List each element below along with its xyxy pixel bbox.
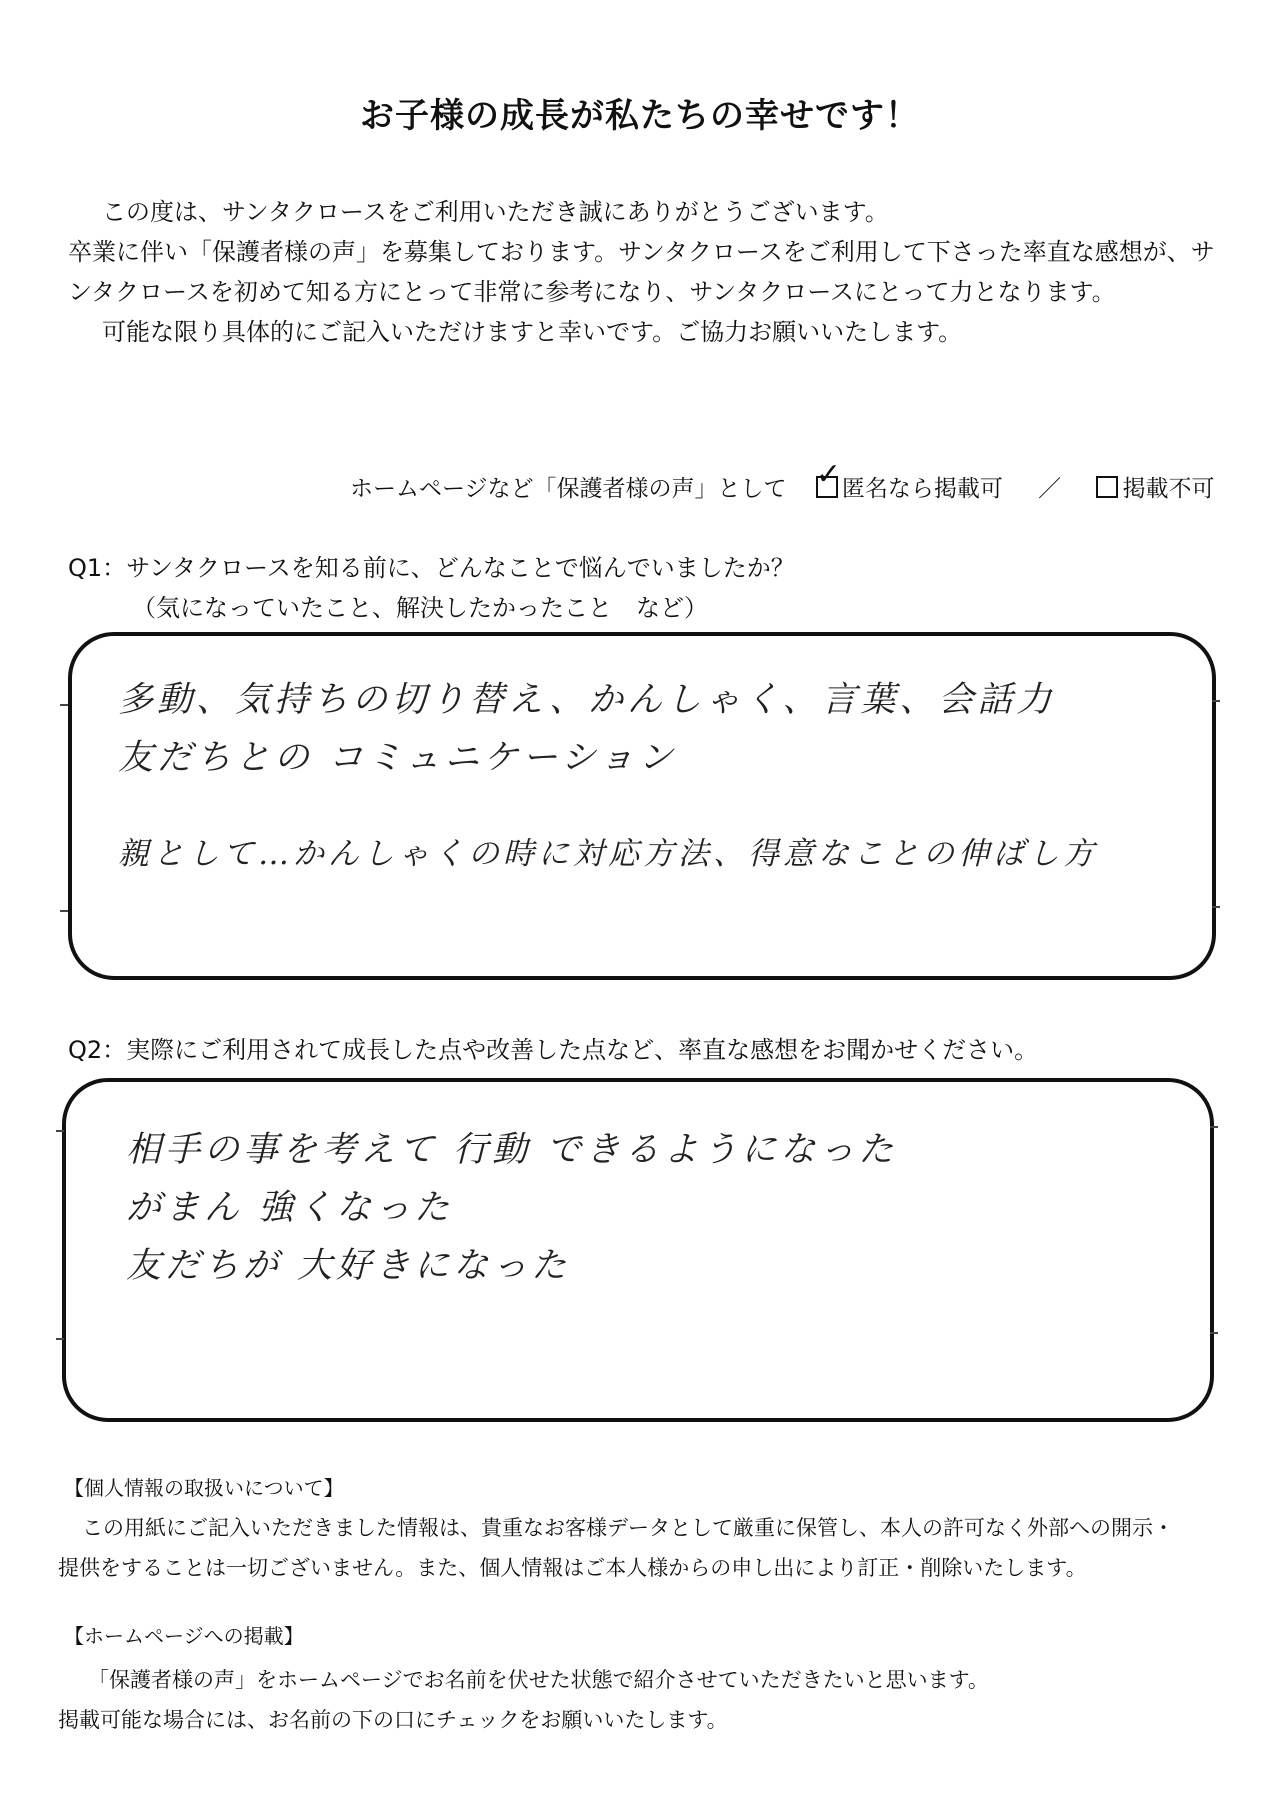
- intro-line: この度は、サンタクロースをご利用いただき誠にありがとうございます。: [102, 198, 889, 226]
- option-no-label: 掲載不可: [1122, 476, 1215, 502]
- handwritten-answer-line: 友だちが 大好きになった: [126, 1246, 571, 1286]
- checkbox-no-publish[interactable]: [1096, 476, 1118, 498]
- homepage-line: 「保護者様の声」をホームページでお名前を伏せた状態で紹介させていただきたいと思います。: [88, 1668, 989, 1692]
- question-1: Q1：サンタクロースを知る前に、どんなことで悩んでいましたか？: [68, 554, 795, 582]
- checkbox-anonymous[interactable]: [815, 457, 841, 498]
- page-title: お子様の成長が私たちの幸せです！: [360, 96, 920, 136]
- consent-option-no[interactable]: [1096, 470, 1214, 503]
- margin-tick: [1210, 1126, 1218, 1128]
- margin-tick: [56, 1338, 64, 1340]
- margin-tick: [1212, 906, 1220, 908]
- margin-tick: [1210, 1332, 1218, 1334]
- handwritten-answer-line: 相手の事を考えて 行動 できるようになった: [126, 1130, 898, 1170]
- intro-line: ンタクロースを初めて知る方にとって非常に参考になり、サンタクロースにとって力となります。: [68, 278, 1116, 306]
- question-2: Q2：実際にご利用されて成長した点や改善した点など、率直な感想をお聞かせください。: [68, 1036, 1039, 1064]
- intro-line: 可能な限り具体的にご記入いただけますと幸いです。ご協力お願いいたします。: [102, 318, 963, 346]
- margin-tick: [56, 1130, 64, 1132]
- privacy-heading: 【個人情報の取扱いについて】: [64, 1476, 344, 1500]
- margin-tick: [60, 704, 68, 706]
- handwritten-answer-line: 親として…かんしゃくの時に対応方法、得意なことの伸ばし方: [118, 836, 1098, 872]
- handwritten-answer-line: がまん 強くなった: [126, 1188, 454, 1228]
- handwritten-answer-line: 友だちとの コミュニケーション: [118, 738, 678, 778]
- privacy-text: [58, 1508, 1238, 1588]
- homepage-line: 掲載可能な場合には、お名前の下の口にチェックをお願いいたします。: [58, 1708, 728, 1732]
- handwritten-answer-line: 多動、気持ちの切り替え、かんしゃく、言葉、会話力: [118, 680, 1056, 720]
- homepage-heading: 【ホームページへの掲載】: [64, 1624, 304, 1648]
- intro-text: [68, 192, 1228, 352]
- check-mark-icon: ✓: [815, 457, 841, 492]
- margin-tick: [60, 910, 68, 912]
- question-1-hint: （気になっていたこと、解決したかったこと など）: [132, 594, 708, 622]
- privacy-line: この用紙にご記入いただきました情報は、貴重なお客様データとして厳重に保管し、本人の許可なく外部への開示・: [82, 1516, 1174, 1540]
- homepage-text: [58, 1660, 1238, 1740]
- privacy-line: 提供をすることは一切ございません。また、個人情報はご本人様からの申し出により訂正・削除いたします。: [58, 1556, 1087, 1580]
- intro-line: 卒業に伴い「保護者様の声」を募集しております。サンタクロースをご利用して下さった率直な感想が、サ: [68, 238, 1215, 266]
- margin-tick: [1212, 700, 1220, 702]
- consent-separator: ／: [1038, 476, 1062, 502]
- consent-prefix: ホームページなど「保護者様の声」として: [350, 476, 787, 502]
- option-anonymous-label: 匿名なら掲載可: [841, 476, 1003, 502]
- publication-consent: [350, 457, 1230, 503]
- consent-option-anonymous[interactable]: [815, 457, 1003, 503]
